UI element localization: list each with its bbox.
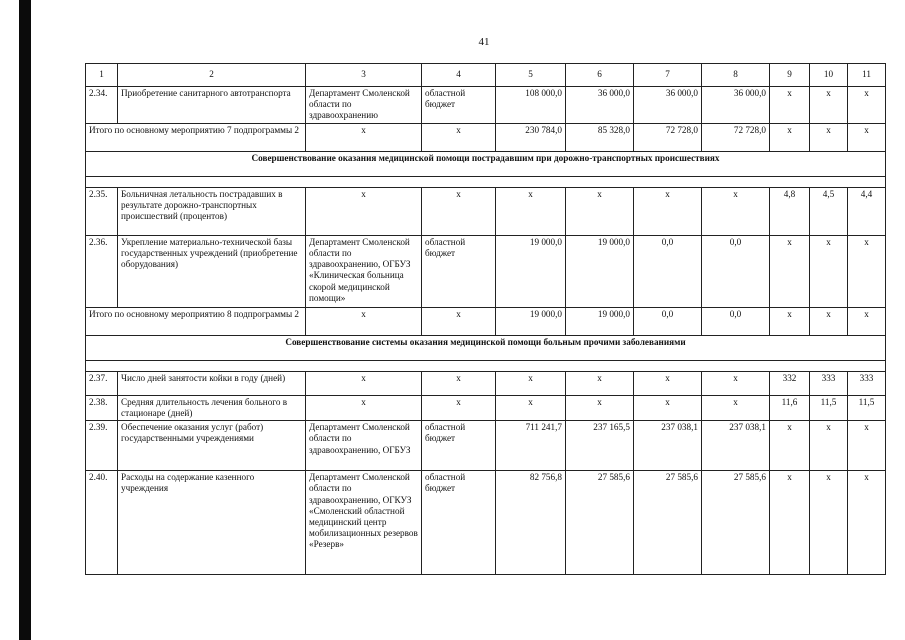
- table-row: [86, 421, 886, 471]
- row-number: 2.36.: [86, 235, 118, 307]
- value-cell: 333: [848, 371, 886, 395]
- row-source: х: [422, 187, 496, 235]
- row-source: х: [422, 307, 496, 335]
- value-cell: х: [810, 307, 848, 335]
- row-name: Больничная летальность пострадавших в результате дорожно-транспортных происшествий (процентов): [118, 187, 306, 235]
- row-executor: х: [306, 307, 422, 335]
- value-cell: 0,0: [702, 235, 770, 307]
- row-executor: Департамент Смоленской области по здравоохранению: [306, 87, 422, 124]
- value-cell: 237 165,5: [566, 421, 634, 471]
- table-row: [86, 371, 886, 395]
- header-cell: 7: [634, 64, 702, 87]
- table-row: [86, 187, 886, 235]
- row-number: 2.37.: [86, 371, 118, 395]
- row-source: областной бюджет: [422, 421, 496, 471]
- spacer-row: [86, 360, 886, 371]
- header-cell: 10: [810, 64, 848, 87]
- row-name: Укрепление материально-технической базы государственных учреждений (приобретение оборудования): [118, 235, 306, 307]
- value-cell: х: [770, 123, 810, 151]
- value-cell: 11,5: [848, 395, 886, 420]
- value-cell: х: [770, 87, 810, 124]
- page-number: 41: [478, 36, 490, 48]
- total-row: [86, 307, 886, 335]
- value-cell: х: [848, 471, 886, 575]
- header-cell: 6: [566, 64, 634, 87]
- value-cell: х: [496, 371, 566, 395]
- value-cell: 11,6: [770, 395, 810, 420]
- total-label: Итого по основному мероприятию 8 подпрограммы 2: [86, 307, 306, 335]
- table-row: [86, 87, 886, 124]
- row-executor: х: [306, 187, 422, 235]
- value-cell: х: [848, 421, 886, 471]
- row-number: 2.38.: [86, 395, 118, 420]
- row-executor: х: [306, 395, 422, 420]
- value-cell: 4,5: [810, 187, 848, 235]
- section-title: Совершенствование оказания медицинской помощи пострадавшим при дорожно-транспортных происшествиях: [86, 151, 886, 176]
- value-cell: х: [770, 471, 810, 575]
- row-name: Приобретение санитарного автотранспорта: [118, 87, 306, 124]
- scan-edge-bar: [19, 0, 31, 640]
- row-executor: х: [306, 123, 422, 151]
- value-cell: х: [702, 371, 770, 395]
- value-cell: 19 000,0: [496, 235, 566, 307]
- value-cell: х: [848, 307, 886, 335]
- table-row: [86, 471, 886, 575]
- value-cell: 82 756,8: [496, 471, 566, 575]
- value-cell: 230 784,0: [496, 123, 566, 151]
- row-source: областной бюджет: [422, 87, 496, 124]
- value-cell: 27 585,6: [634, 471, 702, 575]
- header-cell: 3: [306, 64, 422, 87]
- row-number: 2.39.: [86, 421, 118, 471]
- value-cell: 72 728,0: [634, 123, 702, 151]
- value-cell: 4,8: [770, 187, 810, 235]
- value-cell: 4,4: [848, 187, 886, 235]
- total-label: Итого по основному мероприятию 7 подпрограммы 2: [86, 123, 306, 151]
- header-cell: 4: [422, 64, 496, 87]
- value-cell: 85 328,0: [566, 123, 634, 151]
- value-cell: 332: [770, 371, 810, 395]
- value-cell: 72 728,0: [702, 123, 770, 151]
- value-cell: 237 038,1: [702, 421, 770, 471]
- table-row: [86, 235, 886, 307]
- value-cell: х: [566, 187, 634, 235]
- value-cell: х: [848, 235, 886, 307]
- value-cell: 0,0: [634, 235, 702, 307]
- value-cell: 0,0: [634, 307, 702, 335]
- value-cell: 333: [810, 371, 848, 395]
- program-table: [85, 63, 886, 575]
- row-number: 2.40.: [86, 471, 118, 575]
- value-cell: 36 000,0: [566, 87, 634, 124]
- value-cell: 0,0: [702, 307, 770, 335]
- row-number: 2.34.: [86, 87, 118, 124]
- section-row: [86, 335, 886, 360]
- header-cell: 1: [86, 64, 118, 87]
- row-name: Число дней занятости койки в году (дней): [118, 371, 306, 395]
- row-name: Обеспечение оказания услуг (работ) государственными учреждениями: [118, 421, 306, 471]
- spacer-row: [86, 176, 886, 187]
- header-row: [86, 64, 886, 87]
- row-number: 2.35.: [86, 187, 118, 235]
- header-cell: 5: [496, 64, 566, 87]
- value-cell: 19 000,0: [566, 235, 634, 307]
- section-row: [86, 151, 886, 176]
- header-cell: 8: [702, 64, 770, 87]
- value-cell: х: [634, 187, 702, 235]
- value-cell: 11,5: [810, 395, 848, 420]
- header-cell: 11: [848, 64, 886, 87]
- value-cell: х: [810, 87, 848, 124]
- value-cell: х: [770, 235, 810, 307]
- value-cell: х: [702, 395, 770, 420]
- value-cell: х: [566, 395, 634, 420]
- spacer-cell: [86, 360, 886, 371]
- row-source: х: [422, 371, 496, 395]
- total-row: [86, 123, 886, 151]
- row-executor: Департамент Смоленской области по здравоохранению, ОГБУЗ: [306, 421, 422, 471]
- row-executor: Департамент Смоленской области по здравоохранению, ОГБУЗ «Клиническая больница скорой медицинской помощи»: [306, 235, 422, 307]
- value-cell: 108 000,0: [496, 87, 566, 124]
- row-source: областной бюджет: [422, 471, 496, 575]
- value-cell: 27 585,6: [566, 471, 634, 575]
- value-cell: 19 000,0: [566, 307, 634, 335]
- value-cell: х: [770, 307, 810, 335]
- row-source: х: [422, 395, 496, 420]
- value-cell: 711 241,7: [496, 421, 566, 471]
- row-executor: Департамент Смоленской области по здравоохранению, ОГКУЗ «Смоленский областной медицинский центр мобилизационных резервов «Резерв»: [306, 471, 422, 575]
- row-name: Расходы на содержание казенного учреждения: [118, 471, 306, 575]
- value-cell: х: [770, 421, 810, 471]
- table-row: [86, 395, 886, 420]
- value-cell: х: [810, 421, 848, 471]
- value-cell: х: [634, 395, 702, 420]
- value-cell: х: [566, 371, 634, 395]
- value-cell: х: [810, 235, 848, 307]
- row-name: Средняя длительность лечения больного в стационаре (дней): [118, 395, 306, 420]
- value-cell: х: [496, 395, 566, 420]
- header-cell: 2: [118, 64, 306, 87]
- row-executor: х: [306, 371, 422, 395]
- value-cell: х: [810, 123, 848, 151]
- value-cell: 19 000,0: [496, 307, 566, 335]
- value-cell: 36 000,0: [634, 87, 702, 124]
- header-cell: 9: [770, 64, 810, 87]
- value-cell: 237 038,1: [634, 421, 702, 471]
- value-cell: х: [496, 187, 566, 235]
- section-title: Совершенствование системы оказания медицинской помощи больным прочими заболеваниями: [86, 335, 886, 360]
- value-cell: 36 000,0: [702, 87, 770, 124]
- value-cell: х: [702, 187, 770, 235]
- spacer-cell: [86, 176, 886, 187]
- value-cell: х: [634, 371, 702, 395]
- value-cell: х: [848, 123, 886, 151]
- value-cell: х: [848, 87, 886, 124]
- row-source: х: [422, 123, 496, 151]
- value-cell: х: [810, 471, 848, 575]
- value-cell: 27 585,6: [702, 471, 770, 575]
- row-source: областной бюджет: [422, 235, 496, 307]
